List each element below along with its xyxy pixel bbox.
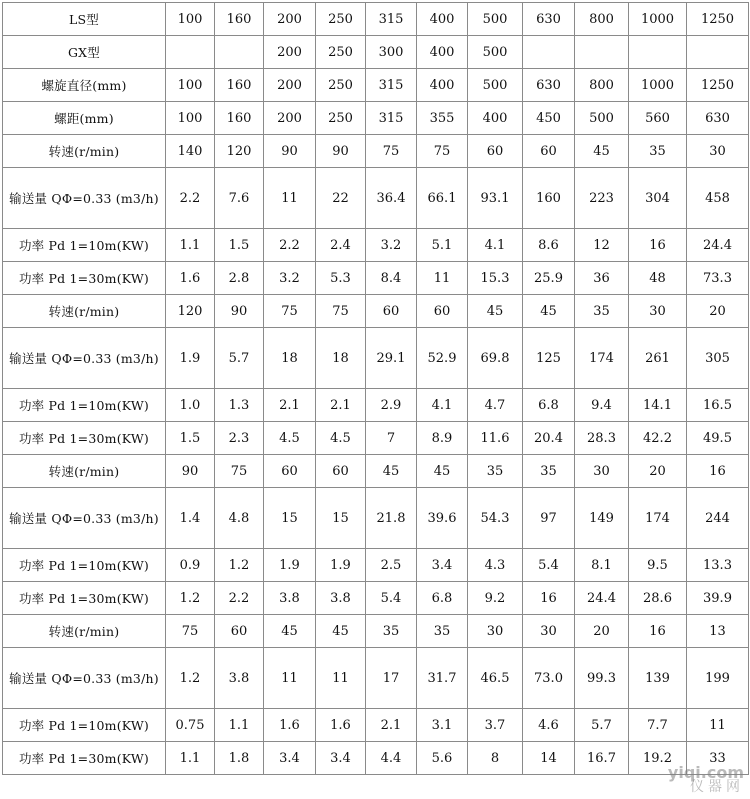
table-cell: 1.1 [215,709,264,742]
table-cell: 75 [166,615,215,648]
table-cell: 3.7 [468,709,523,742]
table-row [3,389,749,422]
table-cell: 3.8 [215,648,264,709]
table-cell: 1.6 [264,709,316,742]
table-cell: 5.3 [316,262,366,295]
table-cell: 450 [523,102,575,135]
table-cell: 200 [264,69,316,102]
table-cell: 3.4 [264,742,316,775]
table-row [3,102,749,135]
table-cell: 300 [366,36,417,69]
row-header: LS型 [3,3,166,36]
table-row [3,229,749,262]
table-cell: 2.2 [264,229,316,262]
table-row [3,742,749,775]
table-cell: 15.3 [468,262,523,295]
table-cell: 250 [316,36,366,69]
table-cell: 560 [629,102,687,135]
table-cell: 45 [575,135,629,168]
table-cell: 8 [468,742,523,775]
table-row [3,549,749,582]
spec-table [2,2,749,775]
table-cell [523,36,575,69]
table-cell: 18 [264,328,316,389]
table-cell: 2.3 [215,422,264,455]
table-cell: 5.4 [366,582,417,615]
table-cell: 500 [468,3,523,36]
table-cell: 11 [687,709,749,742]
table-cell: 7.7 [629,709,687,742]
table-cell: 5.7 [575,709,629,742]
table-cell: 630 [523,3,575,36]
table-cell: 5.1 [417,229,468,262]
table-cell: 1.9 [166,328,215,389]
table-cell: 11 [316,648,366,709]
table-cell: 160 [215,3,264,36]
table-cell: 22 [316,168,366,229]
table-cell: 4.5 [264,422,316,455]
table-cell: 800 [575,3,629,36]
table-cell: 630 [687,102,749,135]
table-cell: 100 [166,102,215,135]
row-header: 转速(r/min) [3,295,166,328]
table-cell: 35 [417,615,468,648]
table-cell: 30 [523,615,575,648]
table-row [3,135,749,168]
table-cell: 35 [629,135,687,168]
table-cell: 400 [468,102,523,135]
table-cell: 14 [523,742,575,775]
table-cell: 1.8 [215,742,264,775]
table-cell: 100 [166,69,215,102]
table-row [3,168,749,229]
table-cell: 48 [629,262,687,295]
table-cell: 25.9 [523,262,575,295]
table-cell: 1.1 [166,742,215,775]
watermark-domain: yiqi.com [667,763,744,782]
table-cell: 60 [468,135,523,168]
table-cell: 4.1 [468,229,523,262]
table-cell: 140 [166,135,215,168]
table-cell: 500 [575,102,629,135]
table-cell: 75 [417,135,468,168]
table-cell: 49.5 [687,422,749,455]
table-cell: 28.3 [575,422,629,455]
table-cell: 199 [687,648,749,709]
table-cell: 35 [523,455,575,488]
table-cell: 1.2 [166,648,215,709]
table-cell: 15 [264,488,316,549]
table-cell: 458 [687,168,749,229]
table-cell: 149 [575,488,629,549]
table-cell: 60 [417,295,468,328]
table-cell: 75 [366,135,417,168]
table-cell: 9.4 [575,389,629,422]
table-cell: 1000 [629,3,687,36]
row-header: 功率 Pd 1=10m(KW) [3,549,166,582]
table-cell: 14.1 [629,389,687,422]
table-cell: 9.2 [468,582,523,615]
table-cell: 90 [316,135,366,168]
table-cell [575,36,629,69]
table-cell: 36 [575,262,629,295]
table-cell: 1.9 [316,549,366,582]
table-cell: 99.3 [575,648,629,709]
row-header: 转速(r/min) [3,455,166,488]
table-row [3,709,749,742]
table-cell: 6.8 [417,582,468,615]
row-header: 功率 Pd 1=10m(KW) [3,709,166,742]
table-cell: 60 [215,615,264,648]
table-cell: 60 [316,455,366,488]
row-header: 功率 Pd 1=10m(KW) [3,389,166,422]
table-cell: 1.0 [166,389,215,422]
table-cell: 2.1 [366,709,417,742]
table-cell: 9.5 [629,549,687,582]
table-cell: 2.9 [366,389,417,422]
table-cell: 73.3 [687,262,749,295]
table-cell: 1250 [687,69,749,102]
table-cell: 7 [366,422,417,455]
table-cell: 11 [264,648,316,709]
table-cell: 1000 [629,69,687,102]
table-cell: 11 [264,168,316,229]
table-row [3,69,749,102]
table-row [3,648,749,709]
table-cell: 2.8 [215,262,264,295]
table-cell: 160 [215,69,264,102]
table-cell: 45 [264,615,316,648]
table-cell: 1.3 [215,389,264,422]
table-cell: 250 [316,69,366,102]
table-cell: 90 [215,295,264,328]
table-cell: 45 [316,615,366,648]
table-cell: 13 [687,615,749,648]
table-row [3,615,749,648]
table-cell: 4.4 [366,742,417,775]
table-cell: 18 [316,328,366,389]
table-cell: 28.6 [629,582,687,615]
table-cell: 20.4 [523,422,575,455]
table-cell: 400 [417,3,468,36]
table-cell: 16 [687,455,749,488]
table-cell: 90 [264,135,316,168]
table-cell: 160 [215,102,264,135]
table-cell: 1.4 [166,488,215,549]
table-cell: 39.9 [687,582,749,615]
table-cell: 4.5 [316,422,366,455]
table-cell: 1.5 [215,229,264,262]
table-cell: 31.7 [417,648,468,709]
table-cell [215,36,264,69]
table-cell: 45 [417,455,468,488]
table-cell: 17 [366,648,417,709]
table-cell: 66.1 [417,168,468,229]
table-row [3,422,749,455]
table-cell: 39.6 [417,488,468,549]
table-cell [687,36,749,69]
table-cell: 45 [468,295,523,328]
table-cell: 93.1 [468,168,523,229]
table-cell: 250 [316,102,366,135]
table-cell: 4.6 [523,709,575,742]
table-cell: 35 [575,295,629,328]
table-cell: 30 [468,615,523,648]
table-cell: 400 [417,69,468,102]
row-header: 输送量 QΦ=0.33 (m3/h) [3,328,166,389]
table-row [3,328,749,389]
table-cell: 46.5 [468,648,523,709]
table-cell: 1.9 [264,549,316,582]
table-cell: 52.9 [417,328,468,389]
table-cell: 20 [575,615,629,648]
table-cell: 4.8 [215,488,264,549]
table-cell: 200 [264,102,316,135]
table-cell: 2.5 [366,549,417,582]
row-header: 转速(r/min) [3,615,166,648]
table-cell: 305 [687,328,749,389]
row-header: 功率 Pd 1=30m(KW) [3,582,166,615]
table-cell: 500 [468,69,523,102]
table-cell: 355 [417,102,468,135]
row-header: 输送量 QΦ=0.33 (m3/h) [3,168,166,229]
table-cell: 42.2 [629,422,687,455]
table-cell: 8.6 [523,229,575,262]
table-cell: 8.1 [575,549,629,582]
row-header: GX型 [3,36,166,69]
table-cell: 139 [629,648,687,709]
table-cell: 54.3 [468,488,523,549]
table-row [3,262,749,295]
table-cell: 3.4 [316,742,366,775]
row-header: 输送量 QΦ=0.33 (m3/h) [3,488,166,549]
table-cell: 24.4 [575,582,629,615]
table-cell: 90 [166,455,215,488]
table-cell: 800 [575,69,629,102]
table-cell: 21.8 [366,488,417,549]
table-cell: 1.6 [166,262,215,295]
table-cell: 13.3 [687,549,749,582]
table-cell: 12 [575,229,629,262]
table-cell: 3.2 [264,262,316,295]
table-cell: 244 [687,488,749,549]
table-cell: 19.2 [629,742,687,775]
table-cell: 250 [316,3,366,36]
row-header: 螺旋直径(mm) [3,69,166,102]
row-header: 功率 Pd 1=30m(KW) [3,262,166,295]
table-cell: 73.0 [523,648,575,709]
table-cell: 16.5 [687,389,749,422]
table-cell: 1.2 [215,549,264,582]
table-cell: 8.9 [417,422,468,455]
table-cell: 20 [629,455,687,488]
table-row [3,582,749,615]
table-cell: 30 [687,135,749,168]
table-cell: 30 [629,295,687,328]
table-cell: 3.4 [417,549,468,582]
table-cell: 60 [264,455,316,488]
table-cell: 261 [629,328,687,389]
table-cell: 60 [523,135,575,168]
table-cell: 315 [366,102,417,135]
table-row [3,36,749,69]
table-cell: 1.5 [166,422,215,455]
table-cell: 223 [575,168,629,229]
table-cell: 11.6 [468,422,523,455]
table-cell: 5.7 [215,328,264,389]
table-cell: 315 [366,3,417,36]
table-cell: 0.9 [166,549,215,582]
table-cell: 16 [629,615,687,648]
table-row [3,455,749,488]
table-cell: 20 [687,295,749,328]
table-cell: 304 [629,168,687,229]
table-cell: 200 [264,3,316,36]
table-cell: 2.2 [166,168,215,229]
row-header: 输送量 QΦ=0.33 (m3/h) [3,648,166,709]
table-cell: 75 [264,295,316,328]
table-cell: 75 [316,295,366,328]
table-cell: 120 [166,295,215,328]
table-cell: 315 [366,69,417,102]
table-row [3,488,749,549]
table-cell: 2.1 [316,389,366,422]
table-cell: 3.8 [264,582,316,615]
table-cell: 4.3 [468,549,523,582]
table-cell: 36.4 [366,168,417,229]
table-cell: 16.7 [575,742,629,775]
table-cell: 120 [215,135,264,168]
table-cell [166,36,215,69]
table-cell: 8.4 [366,262,417,295]
table-cell: 2.1 [264,389,316,422]
table-cell: 1.2 [166,582,215,615]
table-cell: 3.2 [366,229,417,262]
table-cell: 5.4 [523,549,575,582]
table-cell: 35 [468,455,523,488]
row-header: 功率 Pd 1=30m(KW) [3,742,166,775]
table-cell: 160 [523,168,575,229]
table-cell: 4.1 [417,389,468,422]
watermark-brand: 仪器网 [690,779,744,795]
table-row [3,295,749,328]
table-cell: 69.8 [468,328,523,389]
table-cell: 6.8 [523,389,575,422]
table-cell: 1.1 [166,229,215,262]
row-header: 功率 Pd 1=30m(KW) [3,422,166,455]
table-cell: 16 [523,582,575,615]
table-cell: 500 [468,36,523,69]
table-cell: 45 [523,295,575,328]
row-header: 转速(r/min) [3,135,166,168]
table-cell: 97 [523,488,575,549]
table-cell: 24.4 [687,229,749,262]
table-cell: 0.75 [166,709,215,742]
table-cell: 15 [316,488,366,549]
table-cell: 29.1 [366,328,417,389]
table-cell: 7.6 [215,168,264,229]
table-cell: 3.8 [316,582,366,615]
table-cell: 30 [575,455,629,488]
table-cell: 1250 [687,3,749,36]
table-cell: 5.6 [417,742,468,775]
table-cell: 45 [366,455,417,488]
row-header: 螺距(mm) [3,102,166,135]
table-cell: 33 [687,742,749,775]
table-cell: 75 [215,455,264,488]
table-cell: 174 [629,488,687,549]
table-cell: 16 [629,229,687,262]
table-cell: 630 [523,69,575,102]
table-cell: 11 [417,262,468,295]
table-cell: 3.1 [417,709,468,742]
table-cell: 4.7 [468,389,523,422]
table-cell: 60 [366,295,417,328]
table-cell: 2.2 [215,582,264,615]
table-cell [629,36,687,69]
table-cell: 400 [417,36,468,69]
table-cell: 100 [166,3,215,36]
row-header: 功率 Pd 1=10m(KW) [3,229,166,262]
table-cell: 125 [523,328,575,389]
table-cell: 35 [366,615,417,648]
table-cell: 2.4 [316,229,366,262]
table-cell: 1.6 [316,709,366,742]
table-cell: 174 [575,328,629,389]
table-cell: 200 [264,36,316,69]
table-row [3,3,749,36]
